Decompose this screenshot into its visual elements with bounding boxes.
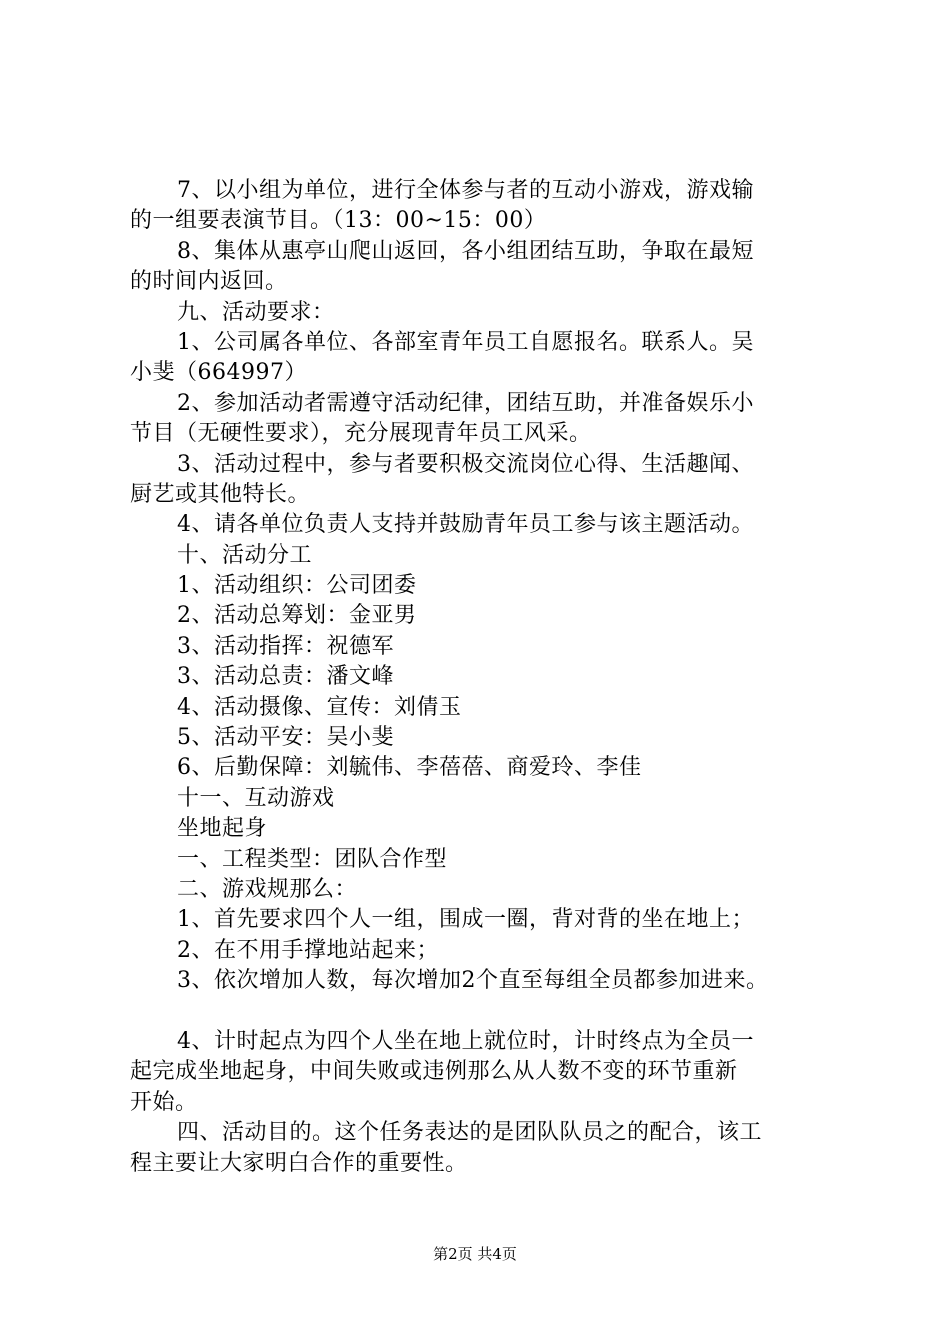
text-line: 2、活动总筹划：金亚男 bbox=[177, 603, 417, 629]
text-line: 4、请各单位负责人支持并鼓励青年员工参与该主题活动。 bbox=[177, 512, 754, 538]
text-line: 6、后勤保障：刘毓伟、李蓓蓓、商爱玲、李佳 bbox=[177, 755, 642, 781]
text-line: 1、公司属各单位、各部室青年员工自愿报名。联系人。吴 bbox=[177, 329, 754, 355]
text-line: 的一组要表演节目。（13：00~15：00） bbox=[130, 208, 547, 234]
text-line: 3、活动过程中，参与者要积极交流岗位心得、生活趣闻、 bbox=[177, 451, 754, 477]
text-line: 的时间内返回。 bbox=[130, 269, 288, 295]
text-line: 厨艺或其他特长。 bbox=[130, 481, 311, 507]
text-line: 4、计时起点为四个人坐在地上就位时，计时终点为全员一 bbox=[177, 1028, 754, 1054]
text-line: 3、活动指挥：祝德军 bbox=[177, 633, 394, 659]
page-number-footer: 第2页 共4页 bbox=[433, 1245, 517, 1263]
text-line: 坐地起身 bbox=[177, 816, 268, 842]
text-line: 九、活动要求： bbox=[177, 299, 335, 325]
text-line: 5、活动平安：吴小斐 bbox=[177, 725, 394, 751]
text-line: 1、首先要求四个人一组，围成一圈，背对背的坐在地上； bbox=[177, 907, 754, 933]
text-line: 四、活动目的。这个任务表达的是团队队员之的配合，该工 bbox=[177, 1120, 763, 1146]
text-line: 小斐（664997） bbox=[130, 360, 307, 386]
document-body bbox=[130, 176, 830, 1179]
text-line: 起完成坐地起身，中间失败或违例那么从人数不变的环节重新 bbox=[130, 1059, 738, 1085]
text-line: 开始。 bbox=[130, 1089, 198, 1115]
text-line: 十一、互动游戏 bbox=[177, 785, 335, 811]
text-line: 节目（无硬性要求），充分展现青年员工风采。 bbox=[130, 421, 592, 447]
text-line: 2、参加活动者需遵守活动纪律，团结互助，并准备娱乐小 bbox=[177, 390, 754, 416]
text-line: 二、游戏规那么： bbox=[177, 876, 358, 902]
text-line: 4、活动摄像、宣传：刘倩玉 bbox=[177, 694, 462, 720]
text-line: 十、活动分工 bbox=[177, 542, 313, 568]
blank-line bbox=[130, 997, 830, 1027]
text-line: 2、在不用手撑地站起来； bbox=[177, 937, 439, 963]
text-line: 一、工程类型：团队合作型 bbox=[177, 846, 448, 872]
text-line: 8、集体从惠亭山爬山返回，各小组团结互助，争取在最短 bbox=[177, 238, 754, 264]
text-line: 3、活动总责：潘文峰 bbox=[177, 664, 394, 690]
text-line: 3、依次增加人数，每次增加2个直至每组全员都参加进来。 bbox=[177, 968, 769, 994]
text-line: 1、活动组织：公司团委 bbox=[177, 573, 417, 599]
text-line: 7、以小组为单位，进行全体参与者的互动小游戏，游戏输 bbox=[177, 178, 754, 203]
text-line: 程主要让大家明白合作的重要性。 bbox=[130, 1150, 468, 1176]
